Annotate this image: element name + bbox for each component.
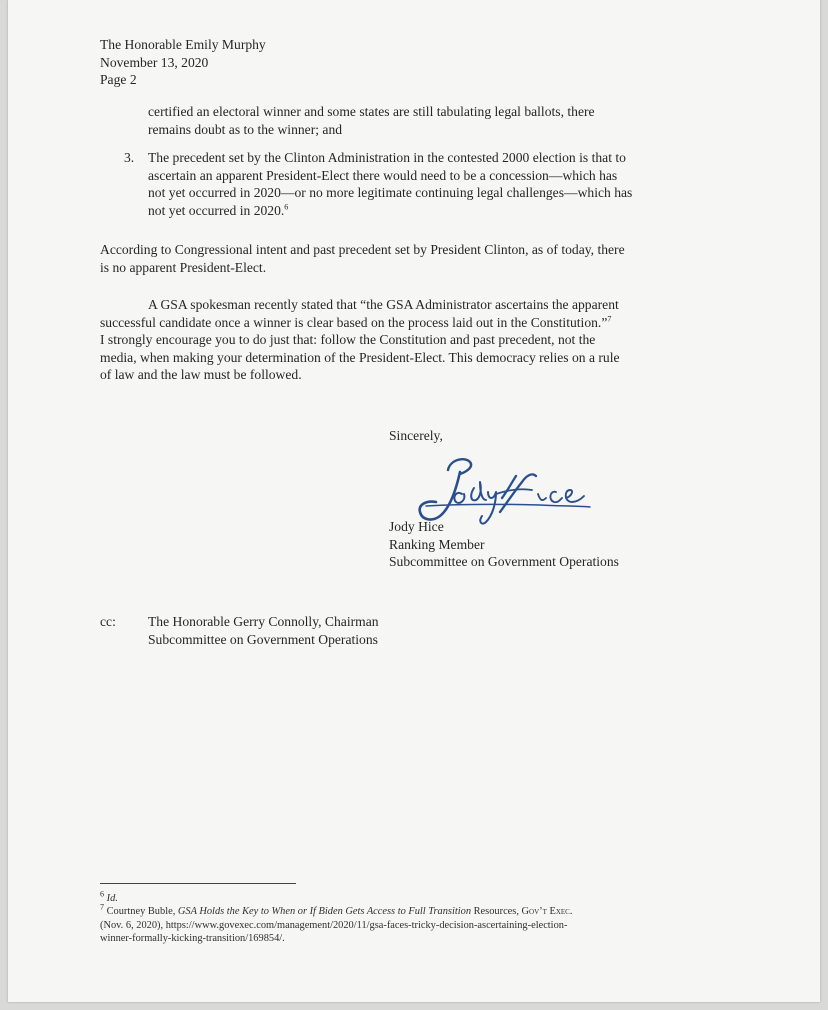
letter-header: [100, 36, 266, 89]
list-item-3: [148, 149, 632, 219]
closing-salutation: Sincerely,: [389, 428, 443, 443]
cc-line: Subcommittee on Government Operations: [148, 631, 378, 647]
text-line: A GSA spokesman recently stated that “the GSA Administrator ascertains the apparent: [148, 297, 619, 312]
footnote-divider: [100, 883, 296, 884]
footnote-number: 6: [100, 889, 104, 899]
footnote-7: [100, 902, 573, 918]
cc-label: cc:: [100, 614, 116, 629]
letter-page: [8, 0, 820, 1002]
text-line: certified an electoral winner and some states are still tabulating legal ballots, there: [148, 104, 595, 119]
footnote-text: Resources,: [471, 906, 522, 918]
text-segment: successful candidate once a winner is clear based on the process laid out in the Constitution.”: [100, 314, 608, 330]
footnote-ref-6: 6: [284, 201, 289, 211]
footnote-6: [100, 889, 572, 905]
footnote-article-title: GSA Holds the Key to When or If Biden Gets Access to Full Transition: [177, 906, 472, 918]
header-date: November 13, 2020: [100, 54, 209, 70]
footnotes: [100, 889, 573, 946]
text-line: [148, 202, 632, 220]
footnote-7-line-3: winner-formally-kicking-transition/169854/.: [100, 933, 285, 945]
text-line: I strongly encourage you to do just that: follow the Constitution and past precedent, not the: [100, 332, 596, 347]
text-line: not yet occurred in 2020—or no more legitimate continuing legal challenges—which has: [148, 185, 633, 200]
footnote-number: 7: [100, 902, 104, 912]
footnote-7-line-2: (Nov. 6, 2020), https://www.govexec.com/management/2020/11/gsa-faces-tricky-decision-ascertaining-election-: [100, 919, 568, 931]
paragraph-according: [100, 241, 625, 276]
paragraph-gsa-spokesman: [100, 296, 620, 384]
cc-recipient: [148, 613, 379, 648]
signer-name: Jody Hice: [389, 519, 444, 534]
footnote-author: Courtney Buble,: [106, 906, 178, 918]
text-segment: not yet occurred in 2020.: [148, 202, 285, 218]
text-line: [100, 314, 620, 332]
header-page-number: Page 2: [100, 72, 137, 87]
text-line: ascertain an apparent President-Elect there would need to be a concession—which has: [148, 167, 618, 183]
footnote-text: Id.: [106, 893, 118, 904]
list-item-3-number: 3.: [124, 150, 135, 165]
header-recipient: The Honorable Emily Murphy: [100, 37, 266, 52]
signer-committee: Subcommittee on Government Operations: [389, 554, 619, 569]
text-line: is no apparent President-Elect.: [100, 259, 267, 275]
text-line: media, when making your determination of the President-Elect. This democracy relies on a rule: [100, 349, 620, 365]
cc-line: The Honorable Gerry Connolly, Chairman: [148, 614, 379, 629]
list-item-2-continuation: [148, 103, 595, 138]
footnote-ref-7: 7: [607, 313, 612, 323]
text-line: The precedent set by the Clinton Administration in the contested 2000 election is that to: [148, 150, 626, 165]
signer-title: Ranking Member: [389, 536, 485, 552]
text-line: According to Congressional intent and past precedent set by President Clinton, as of today, there: [100, 242, 625, 257]
text-line: of law and the law must be followed.: [100, 367, 302, 382]
footnote-publication: Gov’t Exec.: [521, 906, 573, 918]
text-line: remains doubt as to the winner; and: [148, 121, 343, 137]
signer-block: [389, 518, 619, 571]
